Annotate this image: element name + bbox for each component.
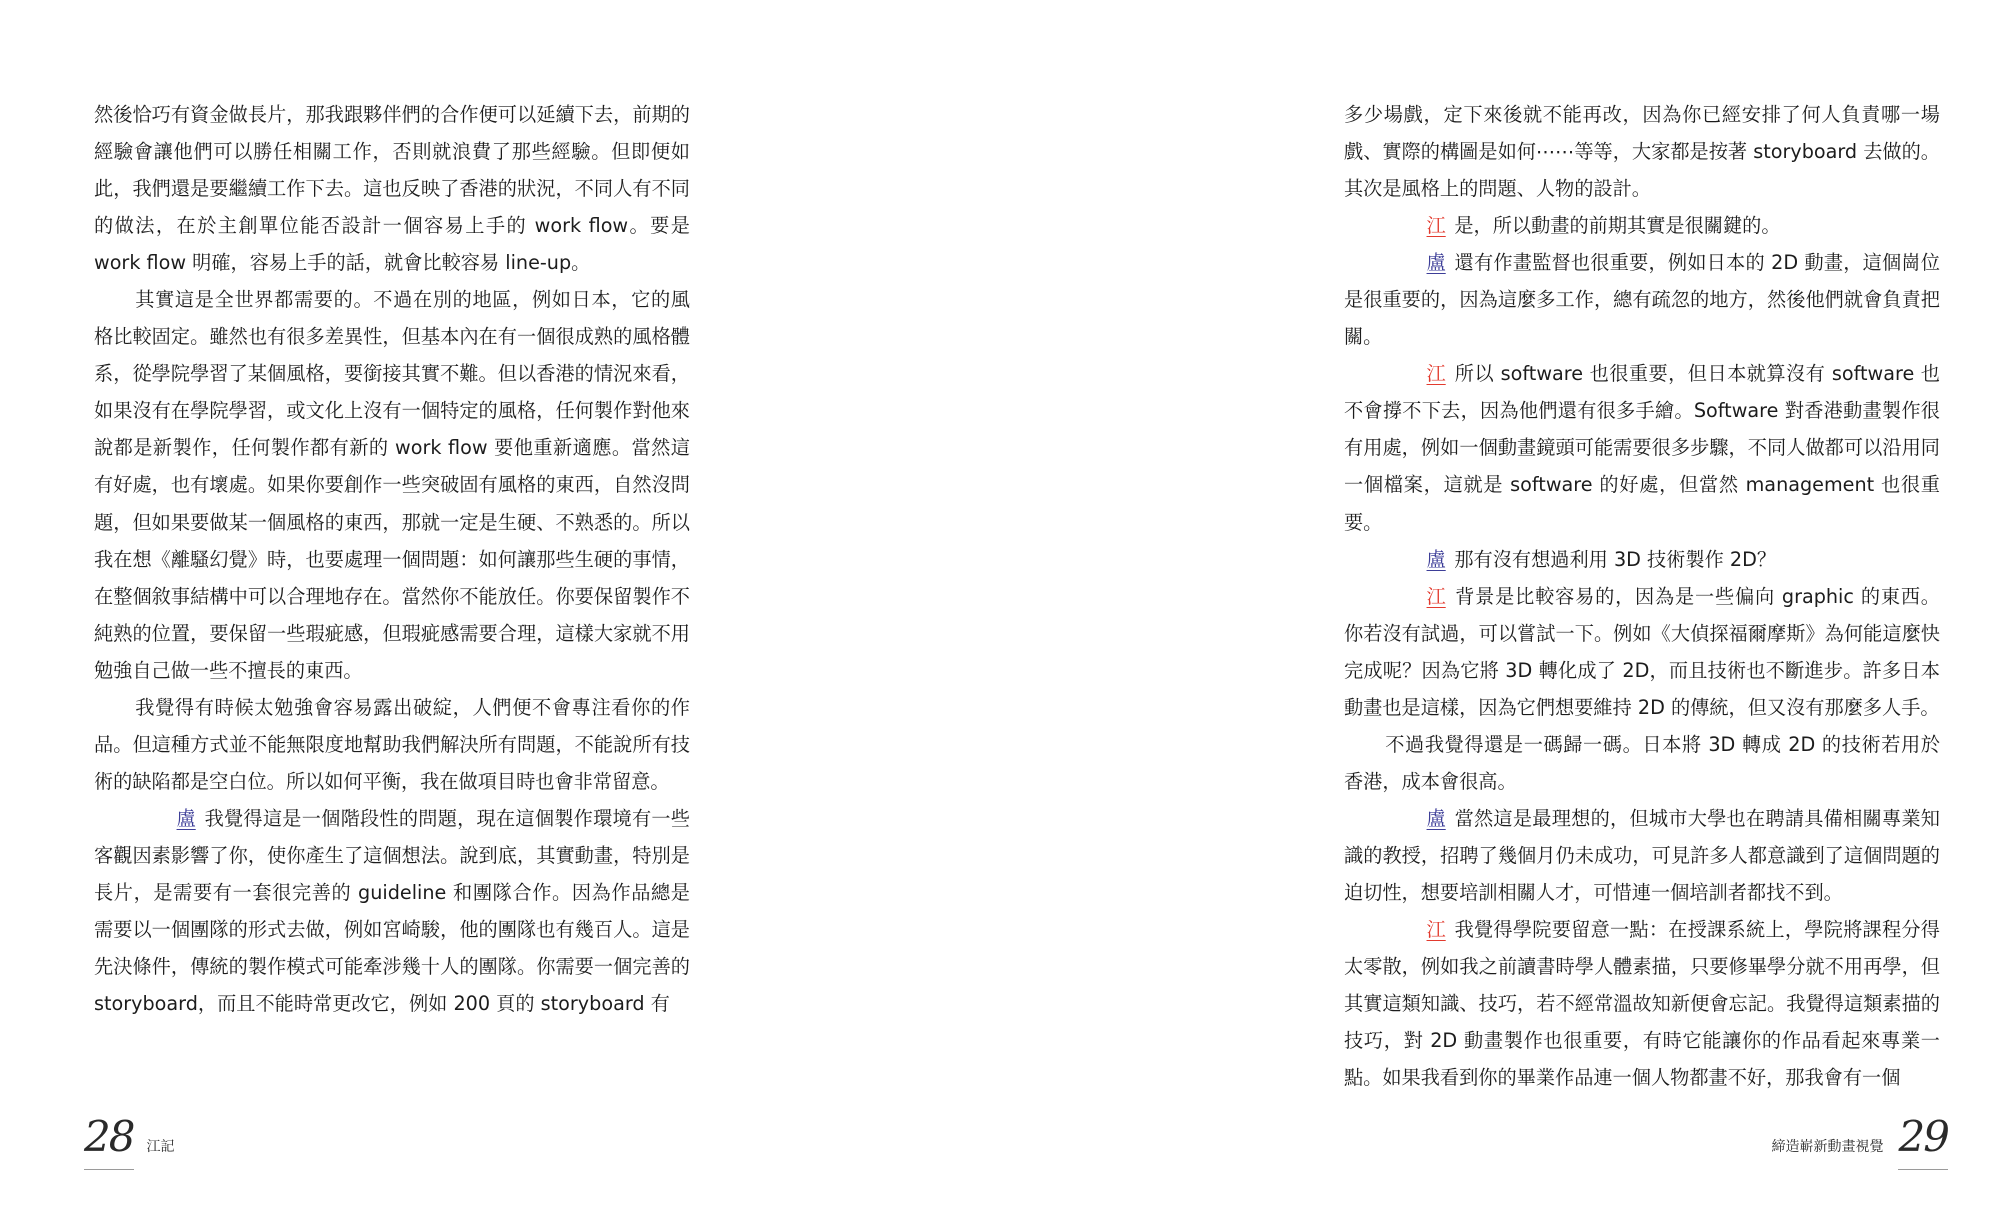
paragraph-text: 我覺得有時候太勉強會容易露出破綻，人們便不會專注看你的作品。但這種方式並不能無限度地幫助我們解決所有問題，不能說所有技術的缺陷都是空白位。所以如何平衡，我在做項目時也會非常留意。 xyxy=(94,695,690,793)
paragraph-text: 所以 software 也很重要，但日本就算沒有 software 也不會撐不下去，因為他們還有很多手繪。Software 對香港動畫製作很有用處，例如一個動畫鏡頭可能需要很多步驟，不同人做都可以沿用同一個檔案，這就是 software 的好處，但當然 management 也很重要。 xyxy=(1344,362,1940,534)
speaker-label: 江 xyxy=(1426,584,1446,608)
right-text-column xyxy=(1344,96,1940,1096)
paragraph xyxy=(1344,96,1940,207)
running-head: 江記 xyxy=(146,1139,175,1155)
paragraph xyxy=(1344,207,1940,244)
paragraph xyxy=(1344,355,1940,540)
paragraph-text: 背景是比較容易的，因為是一些偏向 graphic 的東西。你若沒有試過，可以嘗試一下。例如《大偵探福爾摩斯》為何能這麼快完成呢？因為它將 3D 轉化成了 2D，而且技術也不斷進步。許多日本動畫也是這樣，因為它們想要維持 2D 的傳統，但又沒有那麼多人手。 xyxy=(1344,584,1940,719)
paragraph xyxy=(94,281,690,689)
right-folio xyxy=(1771,1113,1948,1173)
paragraph-text: 不過我覺得還是一碼歸一碼。日本將 3D 轉成 2D 的技術若用於香港，成本會很高。 xyxy=(1344,732,1940,793)
page-number: 29 xyxy=(1898,1112,1948,1161)
paragraph-text: 是，所以動畫的前期其實是很關鍵的。 xyxy=(1454,214,1781,238)
paragraph xyxy=(1344,541,1940,578)
paragraph-text: 我覺得這是一個階段性的問題，現在這個製作環境有一些客觀因素影響了你，使你產生了這個想法。說到底，其實動畫，特別是長片，是需要有一套很完善的 guideline 和團隊合作。因為作品總是需要以一個團隊的形式去做，例如宮崎駿，他的團隊也有幾百人。這是先決條件，傳統的製作模式可能牽涉幾十人的團隊。你需要一個完善的 storyboard，而且不能時常更改它，例如 200 頁的 storyboard 有 xyxy=(94,806,690,1016)
paragraph-text: 還有作畫監督也很重要，例如日本的 2D 動畫，這個崗位是很重要的，因為這麼多工作，總有疏忽的地方，然後他們就會負責把關。 xyxy=(1344,251,1940,349)
paragraph xyxy=(94,800,690,1022)
paragraph xyxy=(1344,911,1940,1096)
paragraph-text: 然後恰巧有資金做長片，那我跟夥伴們的合作便可以延續下去，前期的經驗會讓他們可以勝任相關工作，否則就浪費了那些經驗。但即便如此，我們還是要繼續工作下去。這也反映了香港的狀況，不同人有不同的做法，在於主創單位能否設計一個容易上手的 work flow。要是 work flow 明確，容易上手的話，就會比較容易 line-up。 xyxy=(94,103,690,275)
paragraph-text: 當然這是最理想的，但城市大學也在聘請具備相關專業知識的教授，招聘了幾個月仍未成功，可見許多人都意識到了這個問題的迫切性，想要培訓相關人才，可惜連一個培訓者都找不到。 xyxy=(1344,806,1940,904)
paragraph-text: 其實這是全世界都需要的。不過在別的地區，例如日本，它的風格比較固定。雖然也有很多差異性，但基本內在有一個很成熟的風格體系，從學院學習了某個風格，要銜接其實不難。但以香港的情況來看，如果沒有在學院學習，或文化上沒有一個特定的風格，任何製作對他來說都是新製作，任何製作都有新的 work flow 要他重新適應。當然這有好處，也有壞處。如果你要創作一些突破固有風格的東西，自然沒問題，但如果要做某一個風格的東西，那就一定是生硬、不熟悉的。所以我在想《離騷幻覺》時，也要處理一個問題：如何讓那些生硬的事情，在整個敘事結構中可以合理地存在。當然你不能放任。你要保留製作不純熟的位置，要保留一些瑕疵感，但瑕疵感需要合理，這樣大家就不用勉強自己做一些不擅長的東西。 xyxy=(94,288,690,682)
left-text-column xyxy=(94,96,690,1022)
paragraph-text: 多少場戲，定下來後就不能再改，因為你已經安排了何人負責哪一場戲、實際的構圖是如何⋯⋯等等，大家都是按著 storyboard 去做的。其次是風格上的問題、人物的設計。 xyxy=(1344,103,1940,201)
speaker-label: 盧 xyxy=(1426,806,1446,830)
paragraph xyxy=(1344,726,1940,800)
paragraph-text: 那有沒有想過利用 3D 技術製作 2D？ xyxy=(1454,547,1777,571)
speaker-label: 江 xyxy=(1426,918,1446,942)
paragraph-text: 我覺得學院要留意一點：在授課系統上，學院將課程分得太零散，例如我之前讀書時學人體素描，只要修畢學分就不用再學，但其實這類知識、技巧，若不經常溫故知新便會忘記。我覺得這類素描的技巧，對 2D 動畫製作也很重要，有時它能讓你的作品看起來專業一點。如果我看到你的畢業作品連一個人物都畫不好，那我會有一個 xyxy=(1344,918,1940,1090)
speaker-label: 盧 xyxy=(176,806,196,830)
paragraph xyxy=(94,689,690,800)
folio-rule xyxy=(84,1169,134,1170)
running-head: 締造嶄新動畫視覺 xyxy=(1771,1139,1884,1155)
paragraph xyxy=(94,96,690,281)
speaker-label: 江 xyxy=(1426,214,1446,238)
page-number: 28 xyxy=(84,1112,134,1161)
right-page xyxy=(1004,0,2008,1211)
left-folio xyxy=(84,1113,175,1173)
folio-rule xyxy=(1898,1169,1948,1170)
paragraph xyxy=(1344,244,1940,355)
paragraph xyxy=(1344,800,1940,911)
speaker-label: 盧 xyxy=(1426,547,1446,571)
speaker-label: 江 xyxy=(1426,362,1446,386)
speaker-label: 盧 xyxy=(1426,251,1446,275)
paragraph xyxy=(1344,578,1940,726)
